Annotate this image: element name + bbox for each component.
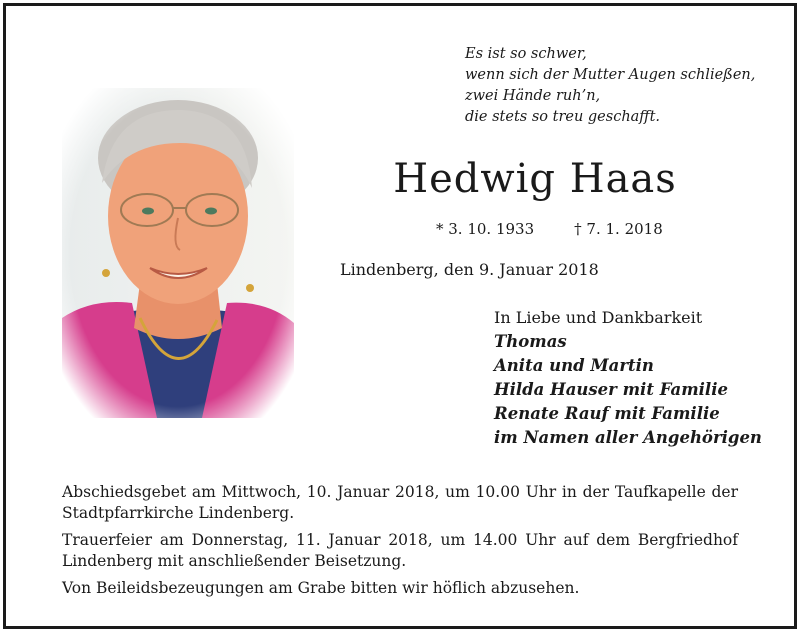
deceased-name: Hedwig Haas xyxy=(393,156,677,202)
mourner-name: im Namen aller Angehörigen xyxy=(494,428,762,447)
mourners-block xyxy=(494,306,762,450)
place-date: Lindenberg, den 9. Januar 2018 xyxy=(340,260,599,279)
poem xyxy=(465,44,755,128)
birth-date: * 3. 10. 1933 xyxy=(436,220,535,238)
mourner-name: Hilda Hauser mit Familie xyxy=(494,380,728,399)
mourners-intro: In Liebe und Dankbarkeit xyxy=(494,308,703,327)
mourner-name: Thomas xyxy=(494,332,567,351)
portrait-photo xyxy=(62,88,294,418)
poem-line: wenn sich der Mutter Augen schließen, xyxy=(465,67,756,83)
poem-line: die stets so treu geschafft. xyxy=(465,109,661,125)
notice-funeral: Trauerfeier am Donnerstag, 11. Januar 2018, um 14.00 Uhr auf dem Bergfriedhof Lindenberg mit anschließender Beisetzung. xyxy=(62,531,738,570)
mourner-name: Renate Rauf mit Familie xyxy=(494,404,720,423)
death-date: † 7. 1. 2018 xyxy=(574,220,663,238)
mourner-name: Anita und Martin xyxy=(494,356,654,375)
notice-prayer: Abschiedsgebet am Mittwoch, 10. Januar 2018, um 10.00 Uhr in der Taufkapelle der Stadtpfarrkirche Lindenberg. xyxy=(62,483,738,522)
poem-line: Es ist so schwer, xyxy=(465,46,587,62)
notice-condolences: Von Beileidsbezeugungen am Grabe bitten wir höflich abzusehen. xyxy=(62,579,580,597)
poem-line: zwei Hände ruh’n, xyxy=(465,88,601,104)
life-dates xyxy=(436,220,663,238)
service-notices xyxy=(62,482,738,605)
